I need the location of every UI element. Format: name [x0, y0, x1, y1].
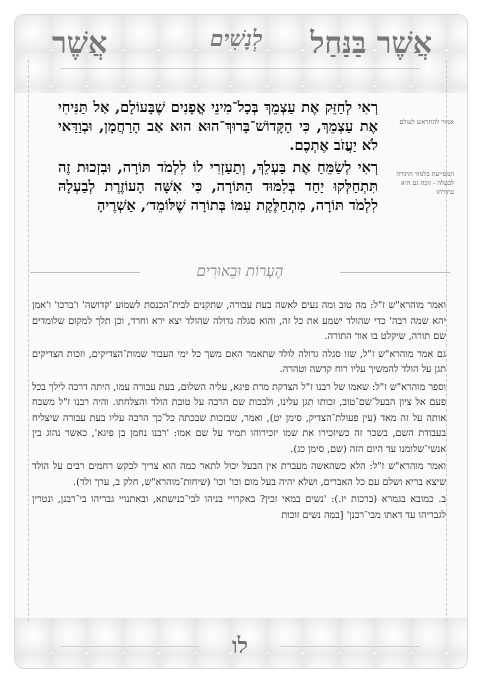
note-paragraph-1: ואמר מוהרא"ש ז"ל: מה טוב ומה נעים לאשה בעת עבורה, שתקנים לבית־הכנסת לשמוע 'קדושה' ו'ברכו' ו'אמן יהא שמה רבה' כדי שהולד ישמע את כל זה, והוא סגלה גדולה שהולד יצא ירא וחרד, וכן תלך למקום שלומדים שם תורה, שיקלט בו אור התורה.: [32, 300, 446, 342]
footer-rule-right: [280, 646, 420, 647]
main-paragraph-2: רְאִי לְשַׂמֵּחַ אֶת בַּעְלֵךְ, וְתַעַזְרִי לוֹ לִלְמֹד תּוֹרָה, וּבִזְכוּת זֶה תִּתְחַלְּקוּ יַחַד בְּלִמּוּד הַתּוֹרָה, כִּי אִשָּׁה הָעוֹזֶרֶת לְבַעְלָהּ לִלְמֹד תּוֹרָה, מִתְחַלֶּקֶת עִמּוֹ בְּתוֹרָה שֶׁלּוֹמֵד׳, אַשְׁרֶיהָ: [58, 159, 378, 214]
section-title: הֶעָרוֹת וּבֵאוּרִים: [196, 262, 284, 280]
right-dashed-rule: [446, 60, 447, 621]
margin-note-2: המסייעת בלמוד התורה לבעלה - זוכה גם היא בתורתו: [396, 170, 454, 196]
header-right-title: אֲשֶׁר בַּנַּחַל: [310, 26, 432, 61]
note-paragraph-4: ואמר מוהרא"ש ז"ל: הלא כשהאשה מעברת אין הבעל יכול לתאר כמה הוא צריך לבקש רחמים רבים על הולד שיצא בריא ושלם עם כל האברים, ושלא יהיה בעל מום וכו' וכו' (שיחות־מוהרא"ש, חלק ב, ערך ולד).: [32, 461, 446, 488]
header-left-title: אֲשֶׁר: [52, 26, 108, 61]
left-dashed-rule: [28, 60, 29, 621]
note-paragraph-5: ב. כמובא בגמרא (ברכות יז.): 'נשים במאי זכין? באקרויי בניהו לבי־כנישתא, ובאתנויי גבריהו בי־רבנן, ונטרין לגבריהו עד דאתו מבי־רבנן' [במה נשים זוכות: [32, 494, 446, 521]
note-paragraph-3: וספר מוהרא"ש ז"ל: שאמו של רבנו ז"ל הצדקת מרת פיגא, עליה השלום, בעת עבורה עמו, היתה דרכה לילך בכל פעם אל ציון הבעל־שם־טוב, זכותו תגן עלינו, ולבכות שם הרבה על טובת הולד והצלחתו. והיה רבנו ז"ל משבח אותה על זה מאד (עין פעולת־הצדיק, סימן יט), ואמר, שבזכות שבכתה כל־כך הרבה עליו בעת עבורה שיצליח בעבודת השם, בשכר זה כשיזכירו את שמו יזכירוהו תמיד על שם אמו: 'רבנו נחמן בן פיגא', כאשר נהוג בין אנשי־שלומנו עד היום הזה (שם, סימן כג).: [32, 381, 446, 455]
notes-body: [32, 298, 446, 525]
note-paragraph-2: גם אמר מוהרא"ש ז"ל, שזו סגלה גדולה לולד שתאמר האם משך כל ימי העבור שמות־הצדיקים, וזכות הצדיקים תגן על הולד להמשיך עליו רוח קדשה וטהרה.: [32, 348, 446, 375]
page-number: לו: [232, 633, 248, 659]
main-paragraph-1: רְאִי לְחַזֵּק אֶת עַצְמֵךְ בְּכָל־מִינֵי אֳפָנִים שֶׁבָּעוֹלָם, אַל תַּנִּיחִי אֶת עַצְמֵךְ, כִּי הַקָּדוֹשׁ־בָּרוּךְ־הוּא הוּא אַב הָרַחֲמָן, וּבְוַדַּאי לֹא יַעֲזֹב אֶתְכֶם.: [58, 99, 378, 154]
header-divider: [60, 68, 420, 69]
margin-note-1: אמור להתראש לעולם: [399, 118, 454, 126]
header-center-title: לְנָשִׁים: [210, 26, 263, 52]
section-title-rule-right: [340, 272, 450, 273]
